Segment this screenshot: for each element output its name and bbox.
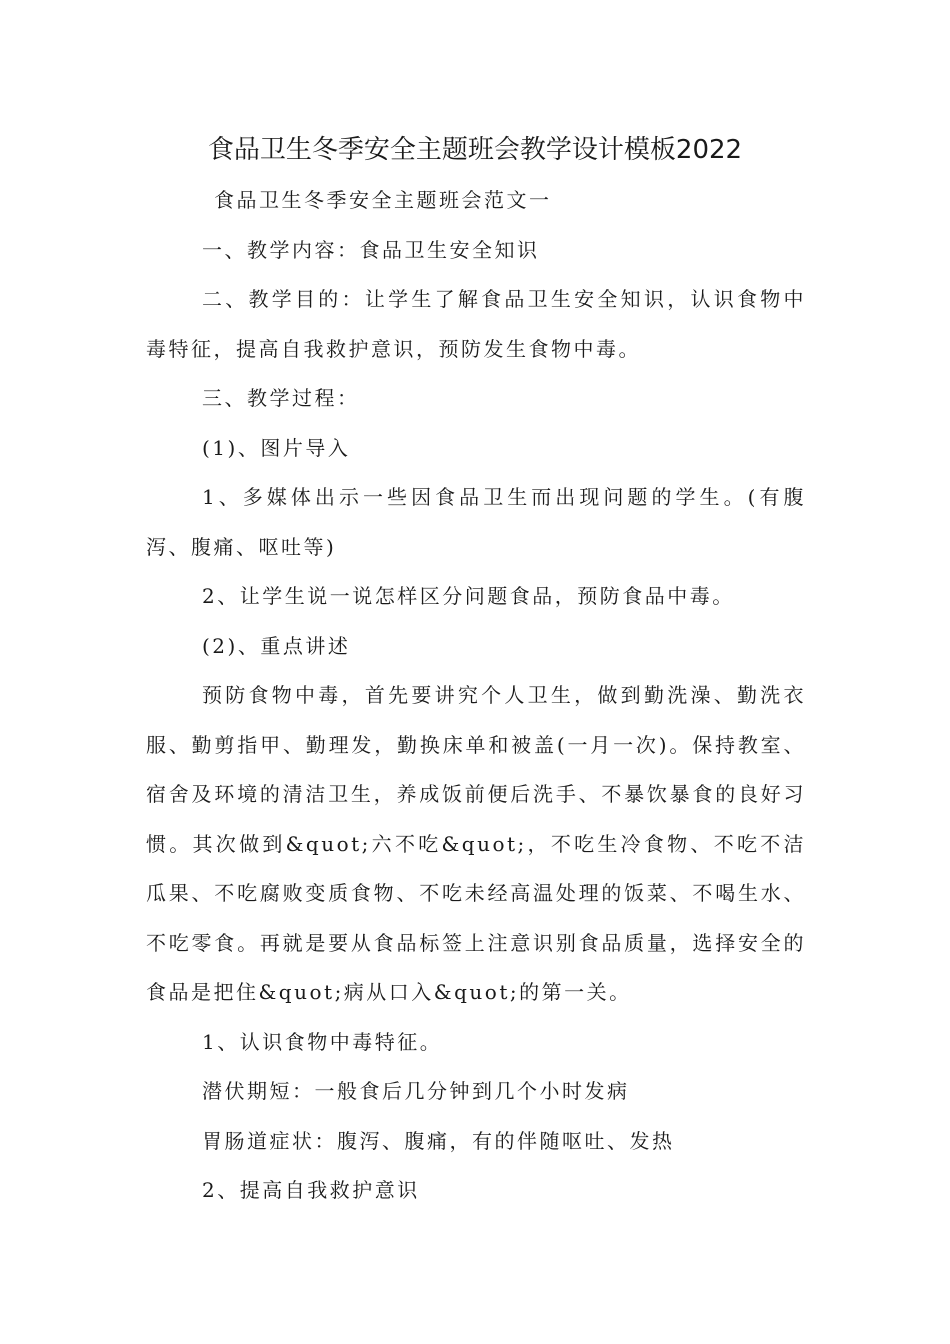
document-body <box>146 176 806 1216</box>
paragraph-teaching-content: 一、教学内容：食品卫生安全知识 <box>202 237 540 262</box>
paragraph-item-1: 1、多媒体出示一些因食品卫生而出现问题的学生。(有腹泻、腹痛、呕吐等) <box>146 485 806 559</box>
paragraph-recognize-symptoms: 1、认识食物中毒特征。 <box>202 1029 443 1054</box>
paragraph-key-points: (2)、重点讲述 <box>202 633 351 658</box>
paragraph-incubation: 潜伏期短：一般食后几分钟到几个小时发病 <box>202 1079 630 1103</box>
paragraph-item-2: 2、让学生说一说怎样区分问题食品，预防食品中毒。 <box>202 584 735 608</box>
paragraph-picture-intro: (1)、图片导入 <box>202 435 351 460</box>
paragraph-teaching-process: 三、教学过程： <box>202 386 360 410</box>
paragraph-teaching-goal: 二、教学目的：让学生了解食品卫生安全知识，认识食物中毒特征，提高自我救护意识，预防发生食物中毒。 <box>146 287 806 361</box>
paragraph-self-rescue: 2、提高自我救护意识 <box>202 1178 420 1202</box>
paragraph-prevention: 预防食物中毒，首先要讲究个人卫生，做到勤洗澡、勤洗衣服、勤剪指甲、勤理发，勤换床单和被盖(一月一次)。保持教室、宿舍及环境的清洁卫生，养成饭前便后洗手、不暴饮暴食的良好习惯。其次做到&quot;六不吃&quot;，不吃生冷食物、不吃不洁瓜果、不吃腐败变质食物、不吃未经高温处理的饭菜、不喝生水、不吃零食。再就是要从食品标签上注意识别食品质量，选择安全的食品是把住&quot;病从口入&quot;的第一关。 <box>146 683 806 1004</box>
paragraph-gastro-symptoms: 胃肠道症状：腹泻、腹痛，有的伴随呕吐、发热 <box>202 1128 675 1153</box>
document-title: 食品卫生冬季安全主题班会教学设计模板2022 <box>207 135 743 165</box>
section-subtitle: 食品卫生冬季安全主题班会范文一 <box>214 188 552 212</box>
